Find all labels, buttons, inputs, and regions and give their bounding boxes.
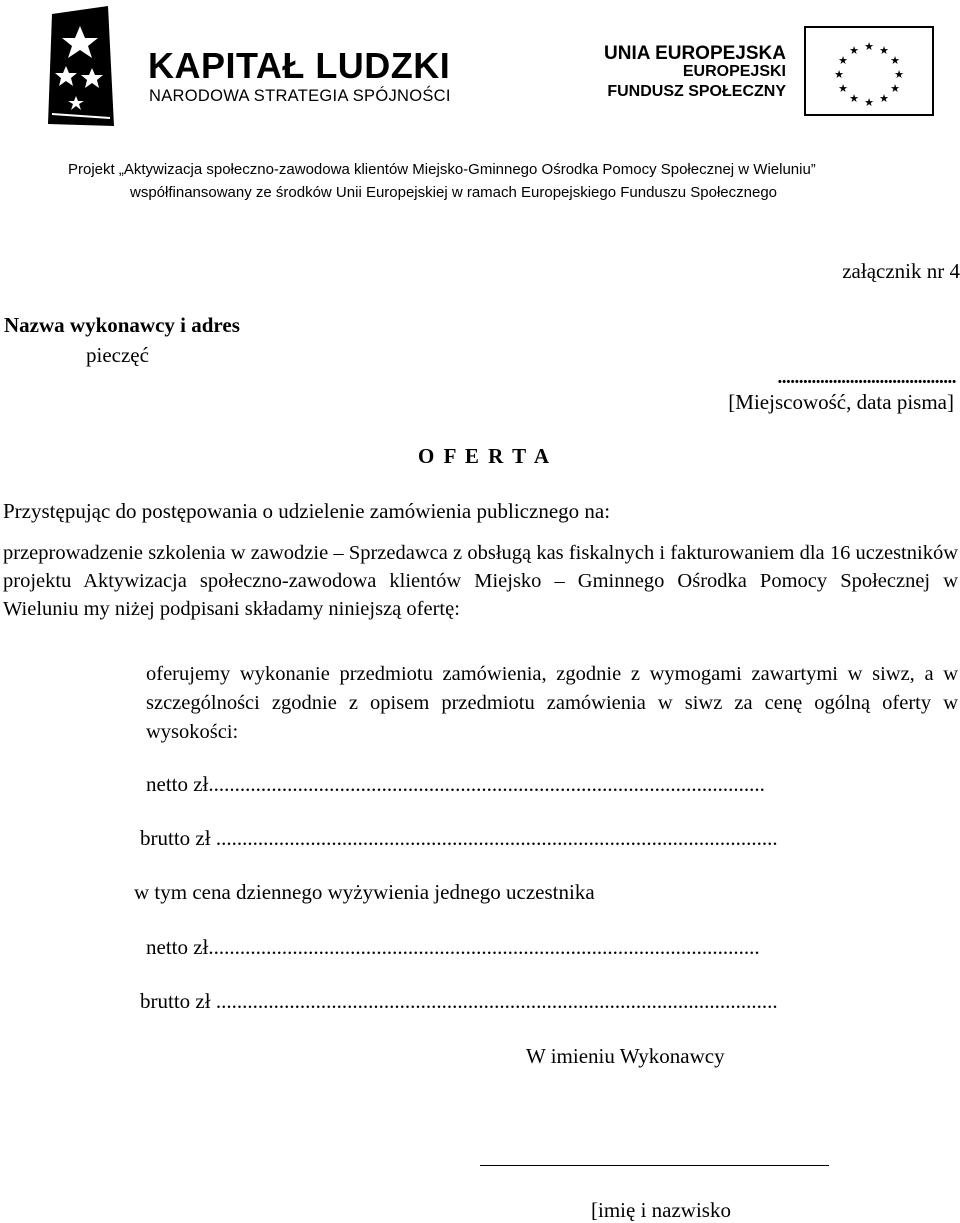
net-price-field: netto zł.......................................................................................................... [146, 772, 765, 796]
svg-text:★: ★ [879, 92, 889, 105]
svg-text:★: ★ [849, 92, 859, 105]
on-behalf-label: W imieniu Wykonawcy [526, 1044, 725, 1068]
kapital-ludzki-title: KAPITAŁ LUDZKI [148, 45, 451, 86]
svg-text:★: ★ [864, 40, 874, 53]
eu-logo-line3: FUNDUSZ SPOŁECZNY [607, 83, 786, 100]
svg-text:★: ★ [894, 68, 904, 81]
project-funding-line: współfinansowany ze środków Unii Europejskiej w ramach Europejskiego Funduszu Społecznego [130, 184, 778, 201]
place-date-field: .......................................... [777, 367, 956, 388]
contractor-name-label: Nazwa wykonawcy i adres [4, 313, 240, 337]
kapital-ludzki-logo [44, 6, 116, 128]
gross-price-field: brutto zł ........................................................................................................... [140, 826, 778, 850]
signature-line [480, 1165, 829, 1166]
svg-text:★: ★ [838, 54, 848, 67]
eu-logo-line2: EUROPEJSKI [682, 63, 786, 80]
svg-text:★: ★ [834, 68, 844, 81]
intro-text: Przystępując do postępowania o udzielenie zamówienia publicznego na: [3, 499, 611, 523]
svg-text:★: ★ [849, 44, 859, 57]
svg-text:★: ★ [838, 82, 848, 95]
kapital-ludzki-subtitle: NARODOWA STRATEGIA SPÓJNOŚCI [149, 87, 451, 105]
meal-gross-price-field: brutto zł ........................................................................................................... [140, 989, 778, 1013]
svg-text:★: ★ [879, 44, 889, 57]
eu-flag-icon [804, 26, 934, 116]
meal-price-label: w tym cena dziennego wyżywienia jednego uczestnika [134, 880, 595, 904]
order-subject-paragraph: przeprowadzenie szkolenia w zawodzie – Sprzedawca z obsługą kas fiskalnych i fakturowaniem dla 16 uczestników projektu Aktywizacja społeczno-zawodowa klientów Miejsko – Gminnego Ośrodka Pomocy Społecznej w Wieluniu my niżej podpisani składamy niniejszą ofertę: [3, 542, 958, 620]
eu-logo-line1: UNIA EUROPEJSKA [604, 43, 786, 64]
stamp-label: pieczęć [86, 343, 149, 367]
svg-text:★: ★ [864, 96, 874, 109]
svg-text:★: ★ [890, 82, 900, 95]
attachment-number: załącznik nr 4 [842, 259, 960, 283]
svg-text:★: ★ [890, 54, 900, 67]
offer-title: O F E R T A [418, 444, 552, 468]
meal-net-price-field: netto zł......................................................................................................... [146, 935, 760, 959]
name-label: [imię i nazwisko [591, 1198, 731, 1222]
project-title-line: Projekt „Aktywizacja społeczno-zawodowa klientów Miejsko-Gminnego Ośrodka Pomocy Społecznej w Wieluniu” [68, 161, 816, 178]
place-date-label: [Miejscowość, data pisma] [728, 390, 954, 414]
offer-paragraph: oferujemy wykonanie przedmiotu zamówienia, zgodnie z wymogami zawartymi w siwz, a w szczególności zgodnie z opisem przedmiotu zamówienia w siwz za cenę ogólną oferty w wysokości: [146, 663, 958, 743]
